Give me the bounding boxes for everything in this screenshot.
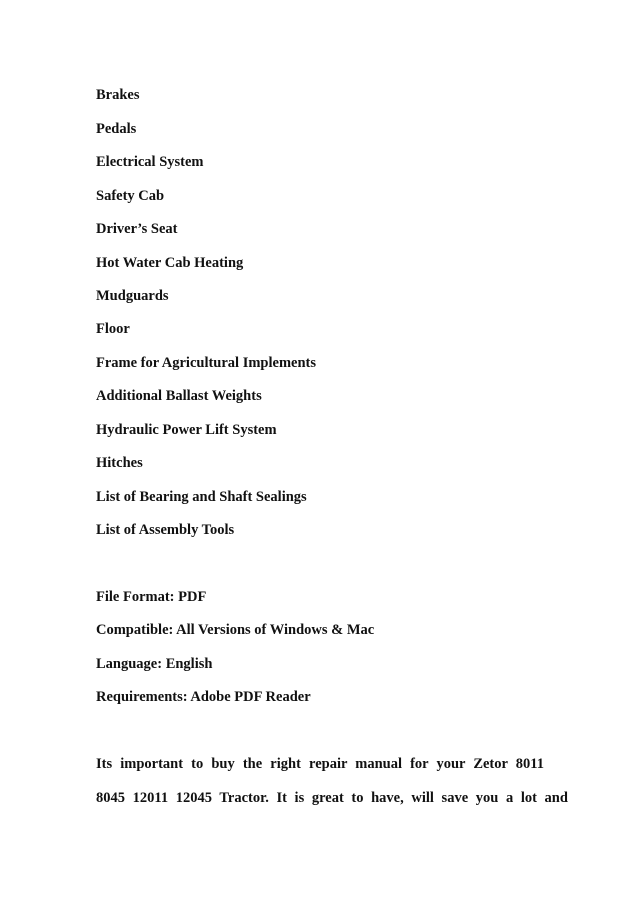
compatibility-line: Compatible: All Versions of Windows & Mac [96, 622, 375, 638]
list-item: Brakes [96, 87, 140, 103]
list-item: Frame for Agricultural Implements [96, 355, 317, 371]
list-item: List of Assembly Tools [96, 522, 235, 538]
list-item: Safety Cab [96, 188, 165, 204]
requirements-line: Requirements: Adobe PDF Reader [96, 689, 311, 705]
list-item: Pedals [96, 121, 137, 137]
list-item: Hot Water Cab Heating [96, 255, 244, 271]
list-item: Electrical System [96, 154, 204, 170]
list-item: Driver’s Seat [96, 221, 178, 237]
list-item: Hydraulic Power Lift System [96, 422, 277, 438]
file-format-line: File Format: PDF [96, 589, 207, 605]
paragraph-line: Its important to buy the right repair manual for your Zetor 8011 [96, 756, 544, 772]
list-item: Hitches [96, 455, 143, 471]
list-item: Mudguards [96, 288, 169, 304]
list-item: Additional Ballast Weights [96, 388, 262, 404]
language-line: Language: English [96, 656, 213, 672]
paragraph-line: 8045 12011 12045 Tractor. It is great to have, will save you a lot and [96, 790, 568, 806]
list-item: List of Bearing and Shaft Sealings [96, 489, 307, 505]
list-item: Floor [96, 321, 130, 337]
